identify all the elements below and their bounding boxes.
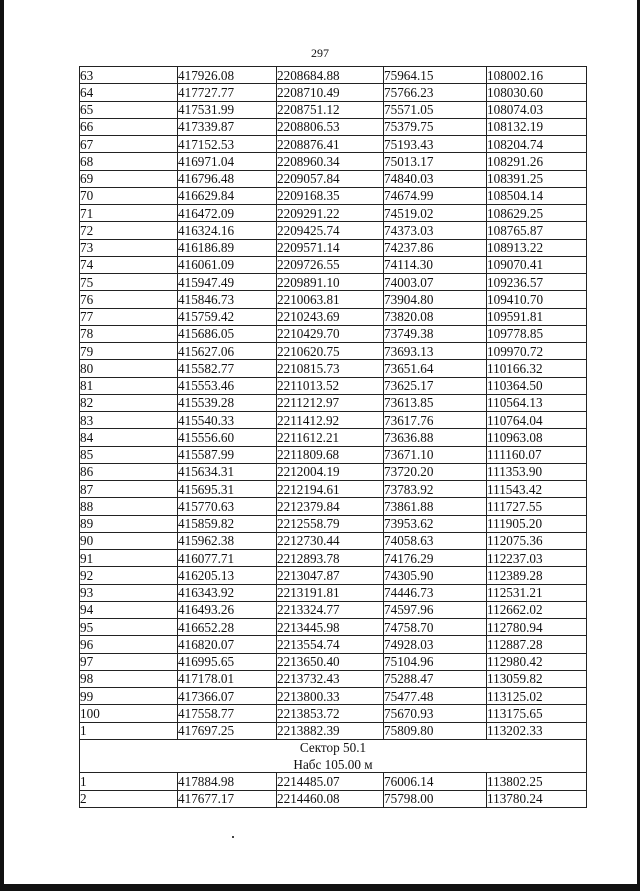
cell-y: 2213853.72 [277,705,384,722]
cell-number: 100 [80,705,178,722]
cell-number: 76 [80,291,178,308]
cell-number: 85 [80,446,178,463]
cell-number: 82 [80,394,178,411]
cell-number: 90 [80,532,178,549]
cell-number: 91 [80,550,178,567]
table-row [80,187,587,204]
cell-y: 2209891.10 [277,274,384,291]
cell-a: 73904.80 [384,291,487,308]
cell-a: 73783.92 [384,481,487,498]
cell-a: 75798.00 [384,790,487,807]
cell-x: 416205.13 [178,567,277,584]
cell-x: 416324.16 [178,222,277,239]
cell-b: 109970.72 [487,343,587,360]
cell-number: 63 [80,67,178,84]
cell-number: 78 [80,325,178,342]
cell-a: 74058.63 [384,532,487,549]
table-row [80,481,587,498]
page-number: 297 [311,46,329,60]
cell-a: 75766.23 [384,84,487,101]
cell-number: 68 [80,153,178,170]
table-row [80,136,587,153]
cell-y: 2208876.41 [277,136,384,153]
cell-a: 75571.05 [384,101,487,118]
cell-x: 415962.38 [178,532,277,549]
scan-border-bottom [0,884,640,891]
cell-a: 74840.03 [384,170,487,187]
table-row [80,118,587,135]
cell-y: 2213554.74 [277,636,384,653]
cell-y: 2210063.81 [277,291,384,308]
cell-b: 108913.22 [487,239,587,256]
cell-y: 2212730.44 [277,532,384,549]
cell-y: 2211013.52 [277,377,384,394]
cell-b: 108002.16 [487,67,587,84]
table-row [80,205,587,222]
table-row [80,532,587,549]
table-row [80,601,587,618]
cell-a: 73749.38 [384,325,487,342]
cell-y: 2213800.33 [277,688,384,705]
table-row [80,773,587,790]
cell-a: 74003.07 [384,274,487,291]
cell-b: 111353.90 [487,463,587,480]
cell-b: 109236.57 [487,274,587,291]
cell-x: 417339.87 [178,118,277,135]
table-row [80,308,587,325]
cell-y: 2213324.77 [277,601,384,618]
cell-x: 415846.73 [178,291,277,308]
cell-number: 98 [80,670,178,687]
table-row [80,377,587,394]
cell-y: 2209425.74 [277,222,384,239]
cell-x: 416995.65 [178,653,277,670]
cell-y: 2211412.92 [277,412,384,429]
cell-b: 108504.14 [487,187,587,204]
cell-b: 110764.04 [487,412,587,429]
cell-a: 76006.14 [384,773,487,790]
cell-x: 416077.71 [178,550,277,567]
cell-y: 2213882.39 [277,722,384,739]
cell-y: 2213445.98 [277,619,384,636]
cell-b: 109070.41 [487,256,587,273]
cell-a: 74597.96 [384,601,487,618]
table-row [80,84,587,101]
cell-y: 2212379.84 [277,498,384,515]
sector-level-row [80,756,587,773]
cell-a: 74305.90 [384,567,487,584]
cell-x: 417677.17 [178,790,277,807]
sector-title-row [80,739,587,756]
cell-a: 74373.03 [384,222,487,239]
cell-a: 73651.64 [384,360,487,377]
cell-x: 416820.07 [178,636,277,653]
cell-y: 2210620.75 [277,343,384,360]
cell-number: 96 [80,636,178,653]
cell-a: 75013.17 [384,153,487,170]
cell-y: 2209057.84 [277,170,384,187]
table-row [80,67,587,84]
table-row [80,101,587,118]
cell-b: 109591.81 [487,308,587,325]
cell-b: 110963.08 [487,429,587,446]
cell-x: 415582.77 [178,360,277,377]
cell-a: 74176.29 [384,550,487,567]
cell-x: 416493.26 [178,601,277,618]
cell-a: 73720.20 [384,463,487,480]
sector-title: Сектор 50.1 [80,739,587,756]
cell-b: 108204.74 [487,136,587,153]
cell-a: 75964.15 [384,67,487,84]
cell-x: 416061.09 [178,256,277,273]
cell-number: 71 [80,205,178,222]
cell-y: 2212004.19 [277,463,384,480]
cell-a: 73820.08 [384,308,487,325]
cell-y: 2208684.88 [277,67,384,84]
cell-a: 75379.75 [384,118,487,135]
cell-number: 1 [80,722,178,739]
cell-x: 416343.92 [178,584,277,601]
cell-y: 2214460.08 [277,790,384,807]
cell-y: 2209168.35 [277,187,384,204]
cell-b: 110564.13 [487,394,587,411]
cell-b: 113175.65 [487,705,587,722]
table-row [80,790,587,807]
cell-x: 415627.06 [178,343,277,360]
cell-y: 2212558.79 [277,515,384,532]
cell-y: 2209726.55 [277,256,384,273]
cell-y: 2211809.68 [277,446,384,463]
coordinates-table [79,66,587,808]
table-row [80,498,587,515]
cell-a: 73617.76 [384,412,487,429]
cell-number: 84 [80,429,178,446]
cell-x: 416186.89 [178,239,277,256]
table-row [80,619,587,636]
cell-b: 108074.03 [487,101,587,118]
cell-b: 108391.25 [487,170,587,187]
cell-y: 2213047.87 [277,567,384,584]
cell-a: 73671.10 [384,446,487,463]
cell-x: 415634.31 [178,463,277,480]
table-row [80,412,587,429]
cell-a: 74446.73 [384,584,487,601]
cell-y: 2211212.97 [277,394,384,411]
table-row [80,222,587,239]
sector-header [80,739,587,773]
cell-b: 113125.02 [487,688,587,705]
table-row [80,653,587,670]
cell-b: 109410.70 [487,291,587,308]
cell-b: 111727.55 [487,498,587,515]
cell-x: 415539.28 [178,394,277,411]
cell-a: 74674.99 [384,187,487,204]
cell-b: 108765.87 [487,222,587,239]
table-row [80,256,587,273]
table-row [80,170,587,187]
cell-y: 2211612.21 [277,429,384,446]
cell-x: 416971.04 [178,153,277,170]
cell-b: 111160.07 [487,446,587,463]
cell-number: 67 [80,136,178,153]
table-row [80,584,587,601]
cell-a: 75670.93 [384,705,487,722]
cell-a: 74758.70 [384,619,487,636]
coordinates-table-body [80,67,587,740]
cell-y: 2208960.34 [277,153,384,170]
cell-y: 2213191.81 [277,584,384,601]
table-row [80,274,587,291]
table-row [80,291,587,308]
table-row [80,446,587,463]
cell-a: 75193.43 [384,136,487,153]
cell-x: 415770.63 [178,498,277,515]
cell-x: 415556.60 [178,429,277,446]
scan-border-left [0,0,4,891]
table-row [80,394,587,411]
cell-b: 111905.20 [487,515,587,532]
table-row [80,688,587,705]
cell-a: 75104.96 [384,653,487,670]
cell-b: 109778.85 [487,325,587,342]
table-row [80,550,587,567]
cell-y: 2208710.49 [277,84,384,101]
cell-number: 99 [80,688,178,705]
cell-b: 108291.26 [487,153,587,170]
cell-number: 75 [80,274,178,291]
cell-y: 2209291.22 [277,205,384,222]
cell-number: 81 [80,377,178,394]
sector-level: Набс 105.00 м [80,756,587,773]
cell-number: 65 [80,101,178,118]
cell-y: 2210243.69 [277,308,384,325]
cell-b: 113780.24 [487,790,587,807]
cell-a: 75288.47 [384,670,487,687]
cell-a: 74114.30 [384,256,487,273]
cell-x: 415695.31 [178,481,277,498]
table-row [80,239,587,256]
cell-x: 415759.42 [178,308,277,325]
cell-y: 2213650.40 [277,653,384,670]
cell-b: 108132.19 [487,118,587,135]
cell-x: 416796.48 [178,170,277,187]
cell-a: 75477.48 [384,688,487,705]
cell-b: 112389.28 [487,567,587,584]
cell-number: 69 [80,170,178,187]
cell-a: 73613.85 [384,394,487,411]
cell-number: 86 [80,463,178,480]
cell-x: 417531.99 [178,101,277,118]
cell-b: 113202.33 [487,722,587,739]
cell-number: 64 [80,84,178,101]
cell-b: 108629.25 [487,205,587,222]
table-row [80,636,587,653]
table-row [80,360,587,377]
cell-a: 73861.88 [384,498,487,515]
cell-y: 2209571.14 [277,239,384,256]
cell-x: 415947.49 [178,274,277,291]
cell-y: 2210429.70 [277,325,384,342]
cell-number: 70 [80,187,178,204]
cell-x: 417926.08 [178,67,277,84]
cell-a: 75809.80 [384,722,487,739]
cell-b: 108030.60 [487,84,587,101]
table-row [80,670,587,687]
cell-x: 417152.53 [178,136,277,153]
cell-x: 417366.07 [178,688,277,705]
cell-b: 112075.36 [487,532,587,549]
cell-number: 72 [80,222,178,239]
cell-b: 112780.94 [487,619,587,636]
cell-x: 417727.77 [178,84,277,101]
cell-number: 92 [80,567,178,584]
cell-x: 417558.77 [178,705,277,722]
cell-number: 89 [80,515,178,532]
cell-x: 415686.05 [178,325,277,342]
scan-speck [232,836,234,838]
cell-y: 2213732.43 [277,670,384,687]
cell-a: 73636.88 [384,429,487,446]
cell-number: 93 [80,584,178,601]
cell-b: 112662.02 [487,601,587,618]
cell-b: 110364.50 [487,377,587,394]
cell-y: 2214485.07 [277,773,384,790]
cell-x: 415540.33 [178,412,277,429]
table-row [80,429,587,446]
cell-a: 74928.03 [384,636,487,653]
cell-number: 66 [80,118,178,135]
cell-b: 112980.42 [487,653,587,670]
cell-x: 416472.09 [178,205,277,222]
cell-number: 87 [80,481,178,498]
cell-number: 94 [80,601,178,618]
table-row [80,722,587,739]
sector-table-body [80,773,587,808]
table-row [80,705,587,722]
cell-y: 2210815.73 [277,360,384,377]
cell-b: 111543.42 [487,481,587,498]
table-row [80,515,587,532]
table-row [80,567,587,584]
cell-y: 2208751.12 [277,101,384,118]
cell-y: 2212194.61 [277,481,384,498]
cell-y: 2212893.78 [277,550,384,567]
cell-b: 113802.25 [487,773,587,790]
cell-x: 416652.28 [178,619,277,636]
cell-a: 73625.17 [384,377,487,394]
cell-number: 73 [80,239,178,256]
cell-number: 97 [80,653,178,670]
cell-x: 417697.25 [178,722,277,739]
cell-number: 74 [80,256,178,273]
cell-b: 113059.82 [487,670,587,687]
cell-number: 80 [80,360,178,377]
cell-b: 112887.28 [487,636,587,653]
cell-y: 2208806.53 [277,118,384,135]
cell-number: 88 [80,498,178,515]
cell-b: 110166.32 [487,360,587,377]
table-row [80,153,587,170]
cell-number: 79 [80,343,178,360]
cell-number: 95 [80,619,178,636]
table-row [80,463,587,480]
cell-x: 415587.99 [178,446,277,463]
cell-number: 83 [80,412,178,429]
table-row [80,343,587,360]
cell-number: 1 [80,773,178,790]
cell-x: 415859.82 [178,515,277,532]
cell-a: 73953.62 [384,515,487,532]
cell-a: 74519.02 [384,205,487,222]
cell-x: 417178.01 [178,670,277,687]
cell-x: 415553.46 [178,377,277,394]
cell-x: 416629.84 [178,187,277,204]
cell-x: 417884.98 [178,773,277,790]
cell-a: 74237.86 [384,239,487,256]
cell-number: 77 [80,308,178,325]
table-row [80,325,587,342]
cell-b: 112237.03 [487,550,587,567]
cell-a: 73693.13 [384,343,487,360]
cell-b: 112531.21 [487,584,587,601]
cell-number: 2 [80,790,178,807]
